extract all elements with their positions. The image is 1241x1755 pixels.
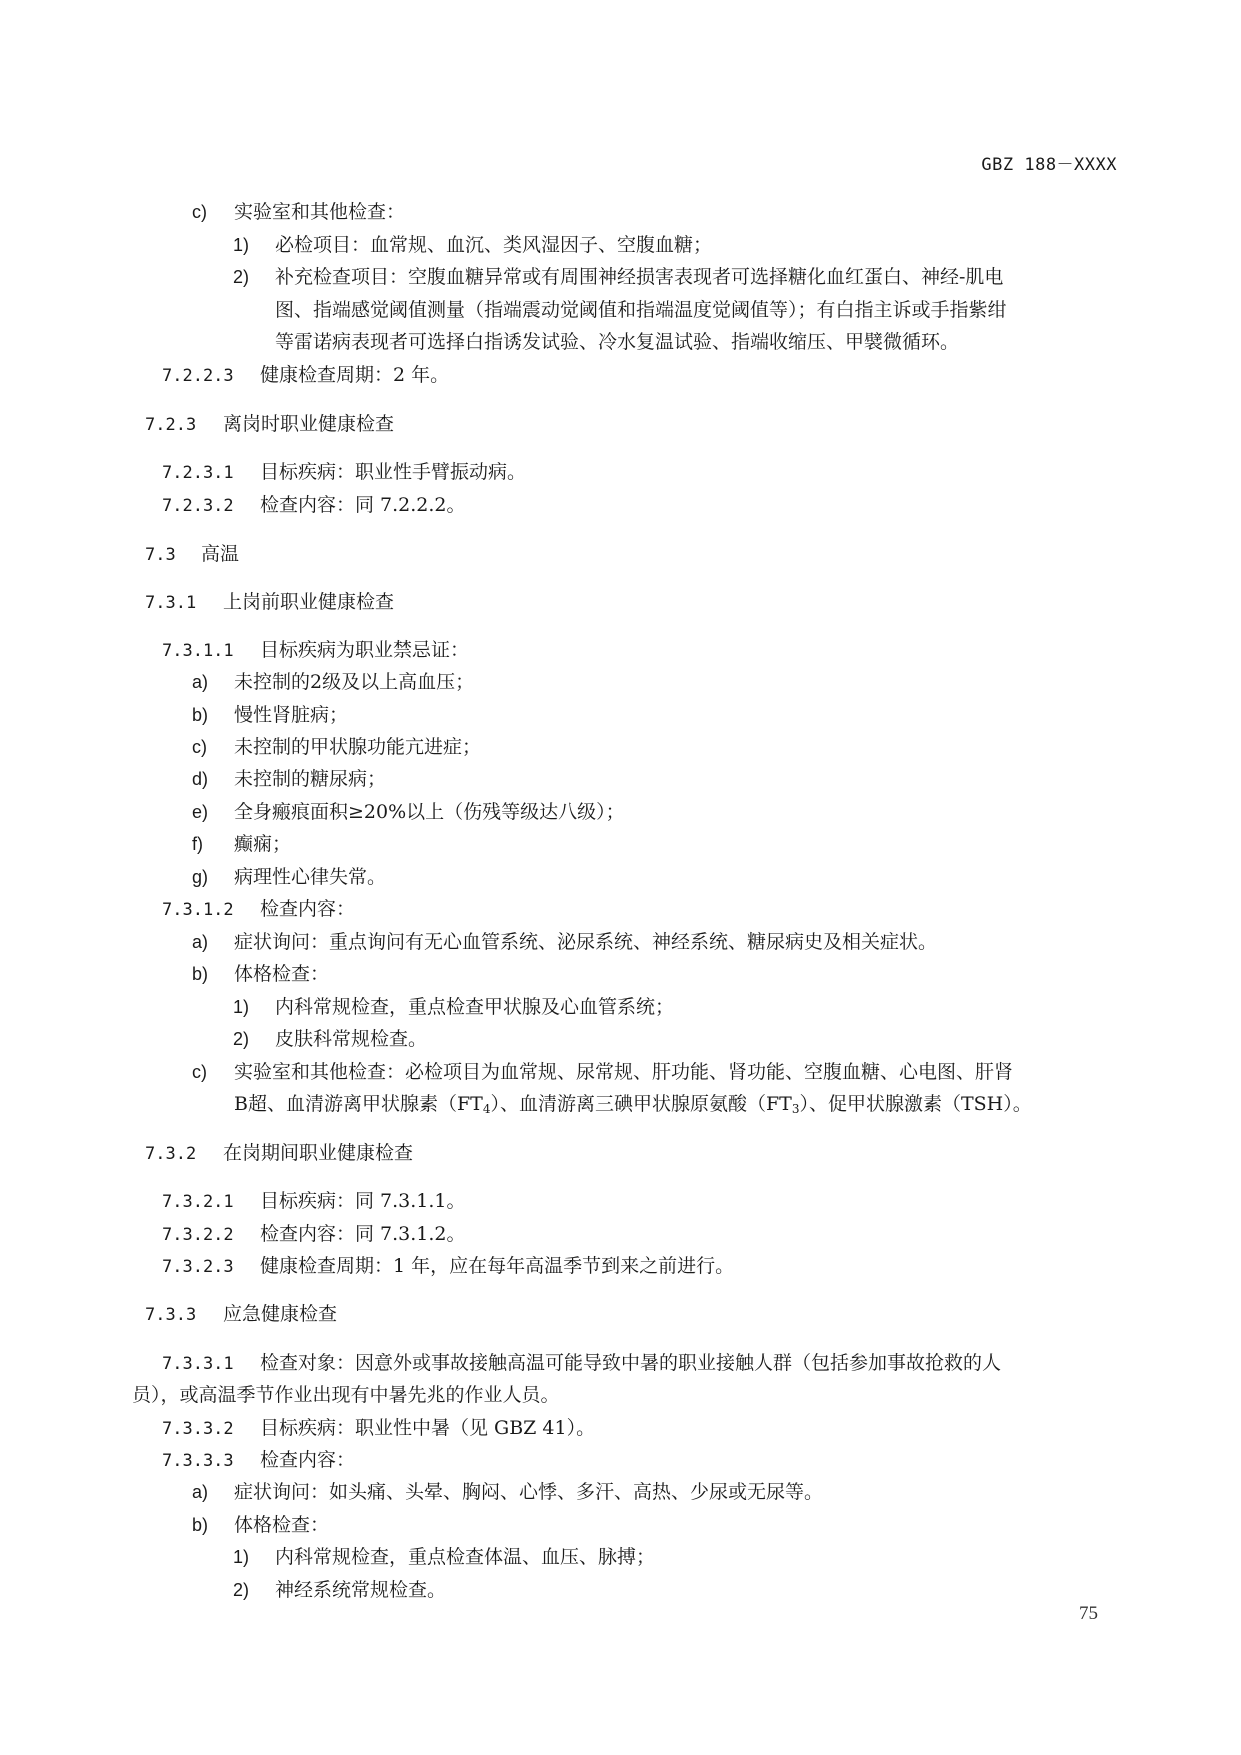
list-marker: 2) bbox=[233, 267, 250, 287]
list-marker: b) bbox=[192, 705, 209, 725]
list-item bbox=[192, 797, 625, 827]
list-marker: e) bbox=[192, 802, 209, 822]
section-title: 离岗时职业健康检查 bbox=[223, 413, 395, 435]
clause-text: 目标疾病：同 7.3.1.1。 bbox=[260, 1190, 466, 1212]
list-marker: a) bbox=[192, 932, 209, 952]
list-text: 未控制的糖尿病； bbox=[234, 768, 387, 790]
clause-text: 检查内容：同 7.3.1.2。 bbox=[260, 1223, 466, 1245]
list-text: 癫痫； bbox=[234, 833, 292, 855]
clause-number: 7.3.1.2 bbox=[162, 900, 234, 920]
list-item bbox=[192, 732, 481, 762]
list-text: 未控制的2级及以上高血压； bbox=[234, 671, 475, 693]
clause-text: 检查内容： bbox=[260, 898, 356, 920]
list-item bbox=[192, 959, 329, 989]
list-item bbox=[192, 862, 386, 892]
clause-number: 7.2.3.1 bbox=[162, 463, 234, 483]
list-text: 实验室和其他检查： bbox=[234, 201, 406, 223]
subscript: 4 bbox=[482, 1102, 491, 1116]
page-header-doc-code: GBZ 188－XXXX bbox=[981, 155, 1117, 175]
text-segment: ）、促甲状腺激素（TSH）。 bbox=[799, 1093, 1032, 1115]
clause bbox=[162, 1251, 734, 1282]
list-item bbox=[192, 927, 937, 957]
text-segment: B超、血清游离甲状腺素（FT bbox=[234, 1093, 483, 1115]
list-marker: a) bbox=[192, 672, 209, 692]
section-heading bbox=[145, 1138, 413, 1169]
section-heading bbox=[145, 409, 394, 440]
clause-number: 7.3.3.1 bbox=[162, 1354, 234, 1374]
section-title: 应急健康检查 bbox=[223, 1303, 338, 1325]
clause-text: 检查对象：因意外或事故接触高温可能导致中暑的职业接触人群（包括参加事故抢救的人 bbox=[260, 1352, 1002, 1374]
list-text: 皮肤科常规检查。 bbox=[275, 1028, 428, 1050]
list-marker: c) bbox=[192, 737, 207, 757]
list-marker: b) bbox=[192, 964, 209, 984]
list-text: 病理性心律失常。 bbox=[234, 866, 387, 888]
list-item bbox=[192, 829, 291, 859]
clause bbox=[162, 457, 526, 488]
list-marker: 1) bbox=[233, 997, 250, 1017]
list-marker: 2) bbox=[233, 1580, 250, 1600]
list-item bbox=[192, 764, 386, 794]
section-heading bbox=[145, 539, 239, 570]
section-title: 高温 bbox=[201, 543, 240, 565]
clause-text: 目标疾病：职业性中暑（见 GBZ 41）。 bbox=[260, 1417, 596, 1439]
text-segment: ）、血清游离三碘甲状腺原氨酸（FT bbox=[490, 1093, 792, 1115]
clause-text: 目标疾病：职业性手臂振动病。 bbox=[260, 461, 527, 483]
list-text: 神经系统常规检查。 bbox=[275, 1579, 447, 1601]
clause-number: 7.3.2.2 bbox=[162, 1225, 234, 1245]
clause-number: 7.3.3.2 bbox=[162, 1419, 234, 1439]
list-text-continuation bbox=[234, 1089, 1032, 1119]
list-text: 内科常规检查，重点检查体温、血压、脉搏； bbox=[275, 1546, 656, 1568]
clause bbox=[162, 1445, 355, 1476]
clause bbox=[162, 360, 449, 391]
list-marker: f) bbox=[192, 834, 203, 854]
clause-text: 检查内容： bbox=[260, 1449, 356, 1471]
clause-text: 健康检查周期：2 年。 bbox=[260, 364, 450, 386]
list-text: 未控制的甲状腺功能亢进症； bbox=[234, 736, 482, 758]
list-marker: c) bbox=[192, 202, 207, 222]
section-title: 在岗期间职业健康检查 bbox=[223, 1142, 414, 1164]
list-marker: c) bbox=[192, 1062, 207, 1082]
list-marker: 1) bbox=[233, 235, 250, 255]
list-item bbox=[192, 197, 405, 227]
clause-number: 7.3.1.1 bbox=[162, 641, 234, 661]
clause bbox=[162, 1186, 466, 1217]
clause-text: 检查内容：同 7.2.2.2。 bbox=[260, 494, 466, 516]
section-title: 上岗前职业健康检查 bbox=[223, 591, 395, 613]
list-item bbox=[192, 1477, 823, 1507]
list-text: 实验室和其他检查：必检项目为血常规、尿常规、肝功能、肾功能、空腹血糖、心电图、肝肾 bbox=[234, 1061, 1014, 1083]
list-marker: 2) bbox=[233, 1029, 250, 1049]
section-number: 7.3 bbox=[145, 545, 176, 565]
clause bbox=[162, 1219, 466, 1250]
list-text-continuation: 图、指端感觉阈值测量（指端震动觉阈值和指端温度觉阈值等）；有白指主诉或手指紫绀 bbox=[275, 299, 1007, 321]
page-number: 75 bbox=[1079, 1603, 1098, 1624]
list-text: 补充检查项目：空腹血糖异常或有周围神经损害表现者可选择糖化血红蛋白、神经-肌电 bbox=[275, 266, 1004, 288]
list-item bbox=[233, 230, 712, 260]
clause-number: 7.2.3.2 bbox=[162, 496, 234, 516]
clause-text: 目标疾病为职业禁忌证： bbox=[260, 639, 470, 661]
clause bbox=[162, 635, 469, 666]
section-number: 7.3.1 bbox=[145, 593, 197, 613]
clause-number: 7.3.3.3 bbox=[162, 1451, 234, 1471]
section-number: 7.3.3 bbox=[145, 1305, 197, 1325]
clause-text: 健康检查周期：1 年，应在每年高温季节到来之前进行。 bbox=[260, 1255, 735, 1277]
list-text: 慢性肾脏病； bbox=[234, 704, 349, 726]
list-text: 体格检查： bbox=[234, 1514, 330, 1536]
list-item bbox=[233, 992, 674, 1022]
clause-number: 7.3.2.1 bbox=[162, 1192, 234, 1212]
list-item bbox=[233, 262, 1003, 292]
list-item bbox=[192, 1510, 329, 1540]
list-text: 症状询问：重点询问有无心血管系统、泌尿系统、神经系统、糖尿病史及相关症状。 bbox=[234, 931, 938, 953]
list-item bbox=[233, 1575, 446, 1605]
subscript: 3 bbox=[791, 1102, 800, 1116]
clause bbox=[162, 490, 466, 521]
list-item bbox=[192, 667, 474, 697]
list-marker: g) bbox=[192, 867, 209, 887]
list-text: 内科常规检查，重点检查甲状腺及心血管系统； bbox=[275, 996, 675, 1018]
clause bbox=[162, 1348, 1001, 1379]
list-marker: d) bbox=[192, 769, 209, 789]
list-text: 症状询问：如头痛、头晕、胸闷、心悸、多汗、高热、少尿或无尿等。 bbox=[234, 1481, 824, 1503]
clause-number: 7.2.2.3 bbox=[162, 366, 234, 386]
list-item bbox=[192, 700, 348, 730]
section-heading bbox=[145, 1299, 337, 1330]
list-text: 必检项目：血常规、血沉、类风湿因子、空腹血糖； bbox=[275, 234, 713, 256]
list-marker: a) bbox=[192, 1482, 209, 1502]
list-item bbox=[233, 1542, 655, 1572]
list-marker: 1) bbox=[233, 1547, 250, 1567]
clause bbox=[162, 894, 355, 925]
list-text: 全身瘢痕面积≥20%以上（伤残等级达八级）； bbox=[234, 801, 625, 823]
list-item bbox=[192, 1057, 1013, 1087]
section-number: 7.3.2 bbox=[145, 1144, 197, 1164]
section-heading bbox=[145, 587, 394, 618]
list-text: 体格检查： bbox=[234, 963, 330, 985]
clause-number: 7.3.2.3 bbox=[162, 1257, 234, 1277]
list-marker: b) bbox=[192, 1515, 209, 1535]
list-item bbox=[233, 1024, 427, 1054]
clause-continuation: 员），或高温季节作业出现有中暑先兆的作业人员。 bbox=[132, 1384, 560, 1406]
clause bbox=[162, 1413, 595, 1444]
list-text-continuation: 等雷诺病表现者可选择白指诱发试验、冷水复温试验、指端收缩压、甲襞微循环。 bbox=[275, 331, 960, 353]
section-number: 7.2.3 bbox=[145, 415, 197, 435]
